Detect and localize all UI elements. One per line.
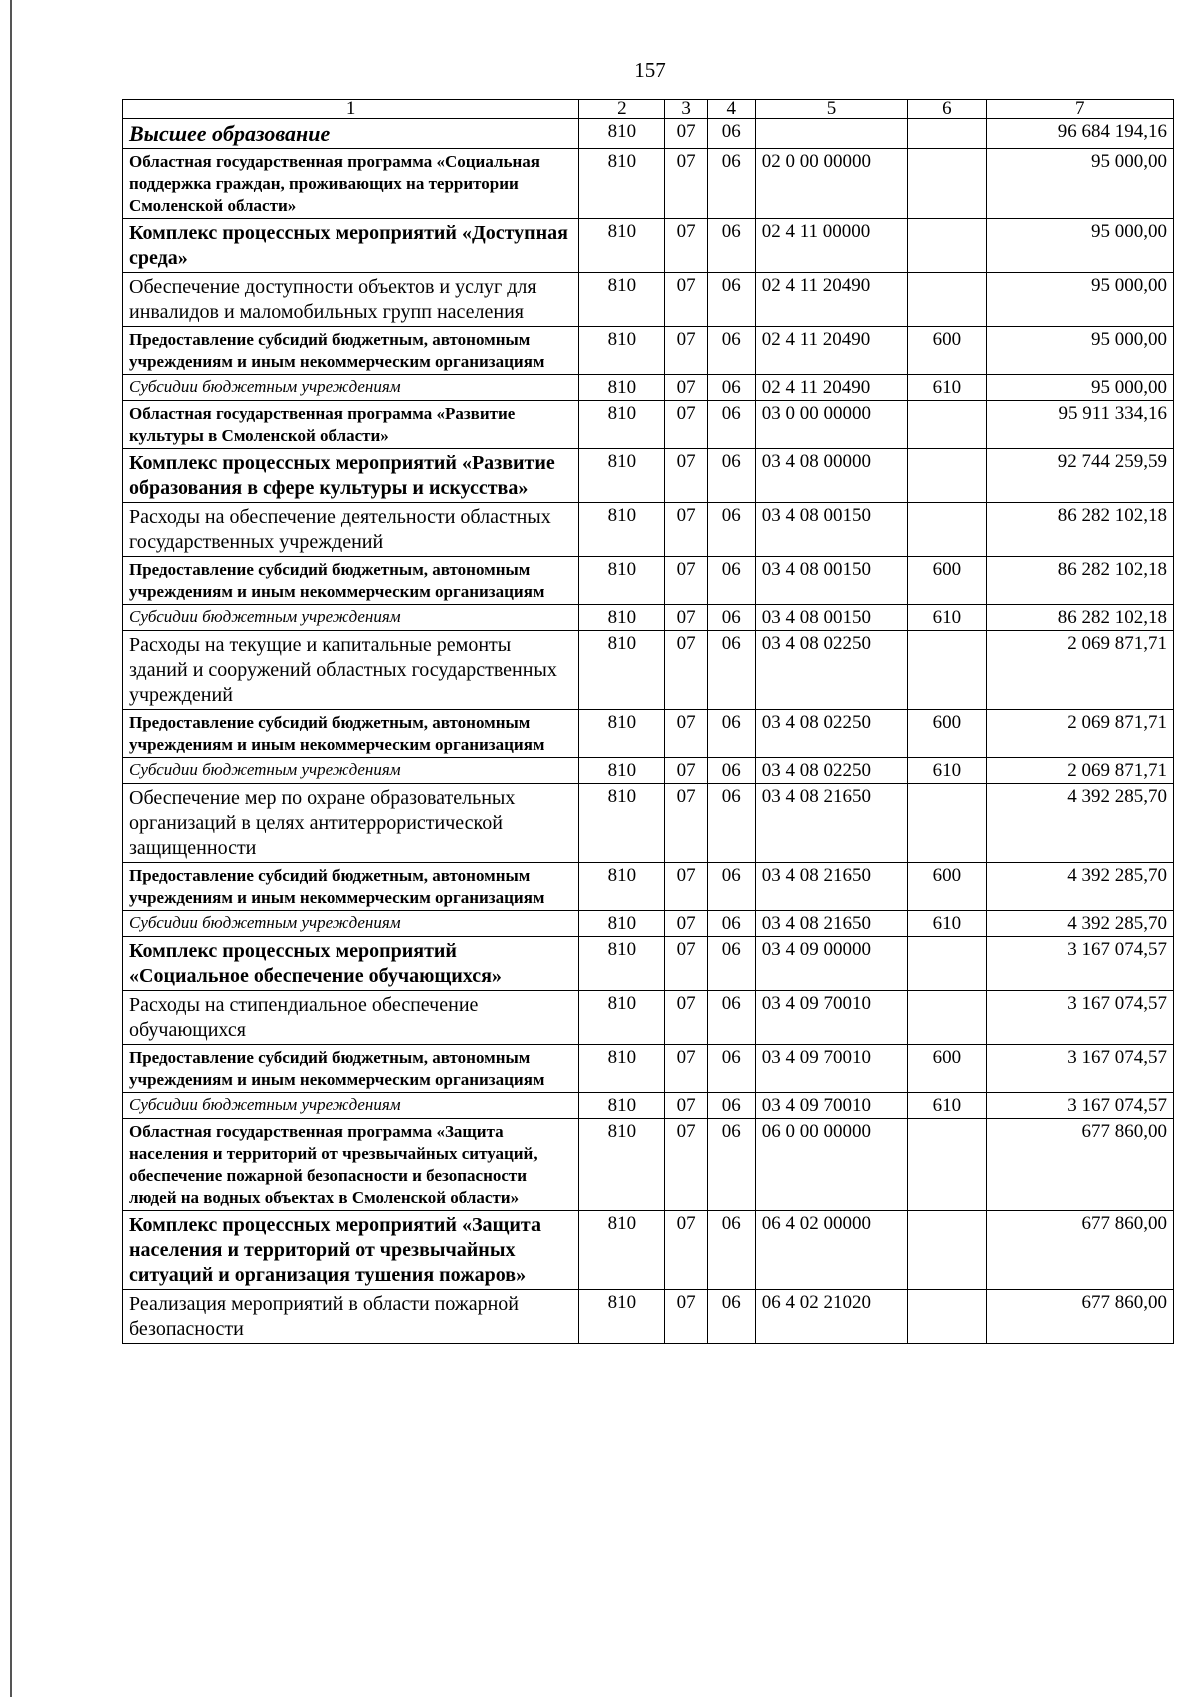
table-row — [123, 327, 1174, 375]
row-admin-code-cell: 810 — [579, 327, 665, 375]
table-row — [123, 605, 1174, 631]
row-admin-code-cell: 810 — [579, 1211, 665, 1290]
row-admin-code-cell: 810 — [579, 119, 665, 149]
row-section-cell: 07 — [665, 219, 707, 273]
row-expense-type-cell — [908, 1119, 986, 1211]
row-amount-cell: 4 392 285,70 — [986, 863, 1173, 911]
row-amount-cell: 95 000,00 — [986, 327, 1173, 375]
row-amount-cell: 95 000,00 — [986, 149, 1173, 219]
row-section-cell: 07 — [665, 631, 707, 710]
table-row — [123, 1045, 1174, 1093]
row-subsection-cell: 06 — [707, 449, 755, 503]
row-admin-code-cell: 810 — [579, 1093, 665, 1119]
table-row — [123, 401, 1174, 449]
table-row — [123, 1290, 1174, 1344]
table-row — [123, 503, 1174, 557]
table-row — [123, 1119, 1174, 1211]
row-section-cell: 07 — [665, 557, 707, 605]
row-target-code-cell: 06 4 02 00000 — [755, 1211, 907, 1290]
row-amount-cell: 677 860,00 — [986, 1211, 1173, 1290]
row-section-cell: 07 — [665, 1093, 707, 1119]
row-subsection-cell: 06 — [707, 149, 755, 219]
row-name-cell: Реализация мероприятий в области пожарной безопасности — [123, 1290, 579, 1344]
row-expense-type-cell: 600 — [908, 557, 986, 605]
table-row — [123, 1093, 1174, 1119]
table-row — [123, 449, 1174, 503]
row-target-code-cell: 02 4 11 20490 — [755, 273, 907, 327]
row-expense-type-cell — [908, 1211, 986, 1290]
row-name-cell: Расходы на обеспечение деятельности областных государственных учреждений — [123, 503, 579, 557]
row-name-cell: Обеспечение мер по охране образовательных организаций в целях антитеррористической защищенности — [123, 784, 579, 863]
row-target-code-cell: 03 4 09 70010 — [755, 1093, 907, 1119]
row-admin-code-cell: 810 — [579, 401, 665, 449]
row-section-cell: 07 — [665, 149, 707, 219]
row-name-cell: Предоставление субсидий бюджетным, автономным учреждениям и иным некоммерческим организациям — [123, 327, 579, 375]
row-target-code-cell: 03 4 08 00150 — [755, 503, 907, 557]
row-section-cell: 07 — [665, 1045, 707, 1093]
header-cell: 1 — [123, 100, 579, 119]
row-amount-cell: 95 000,00 — [986, 219, 1173, 273]
table-row — [123, 375, 1174, 401]
header-cell: 5 — [755, 100, 907, 119]
row-section-cell: 07 — [665, 991, 707, 1045]
header-cell: 3 — [665, 100, 707, 119]
table-row — [123, 784, 1174, 863]
row-target-code-cell: 03 4 08 00000 — [755, 449, 907, 503]
row-admin-code-cell: 810 — [579, 219, 665, 273]
row-section-cell: 07 — [665, 937, 707, 991]
row-section-cell: 07 — [665, 401, 707, 449]
row-amount-cell: 3 167 074,57 — [986, 1045, 1173, 1093]
row-target-code-cell — [755, 119, 907, 149]
row-expense-type-cell — [908, 991, 986, 1045]
row-admin-code-cell: 810 — [579, 1045, 665, 1093]
table-row — [123, 911, 1174, 937]
row-expense-type-cell: 600 — [908, 863, 986, 911]
row-amount-cell: 4 392 285,70 — [986, 911, 1173, 937]
row-expense-type-cell — [908, 219, 986, 273]
row-section-cell: 07 — [665, 375, 707, 401]
table-row — [123, 863, 1174, 911]
row-subsection-cell: 06 — [707, 991, 755, 1045]
row-subsection-cell: 06 — [707, 273, 755, 327]
row-subsection-cell: 06 — [707, 1045, 755, 1093]
header-row — [123, 100, 1174, 119]
row-expense-type-cell — [908, 503, 986, 557]
table-row — [123, 273, 1174, 327]
row-amount-cell: 2 069 871,71 — [986, 710, 1173, 758]
row-subsection-cell: 06 — [707, 1093, 755, 1119]
row-subsection-cell: 06 — [707, 557, 755, 605]
row-admin-code-cell: 810 — [579, 273, 665, 327]
row-section-cell: 07 — [665, 273, 707, 327]
table-row — [123, 1211, 1174, 1290]
row-admin-code-cell: 810 — [579, 631, 665, 710]
row-expense-type-cell — [908, 937, 986, 991]
row-target-code-cell: 03 4 08 21650 — [755, 863, 907, 911]
row-section-cell: 07 — [665, 1119, 707, 1211]
row-name-cell: Областная государственная программа «Защита населения и территорий от чрезвычайных ситуаций, обеспечение пожарной безопасности и безопасности людей на водных объектах в Смоленской области» — [123, 1119, 579, 1211]
row-subsection-cell: 06 — [707, 863, 755, 911]
row-name-cell: Субсидии бюджетным учреждениям — [123, 758, 579, 784]
row-admin-code-cell: 810 — [579, 1119, 665, 1211]
row-subsection-cell: 06 — [707, 119, 755, 149]
row-expense-type-cell: 610 — [908, 758, 986, 784]
row-expense-type-cell: 600 — [908, 710, 986, 758]
row-expense-type-cell: 610 — [908, 911, 986, 937]
row-amount-cell: 3 167 074,57 — [986, 937, 1173, 991]
row-subsection-cell: 06 — [707, 631, 755, 710]
row-expense-type-cell — [908, 273, 986, 327]
row-name-cell: Субсидии бюджетным учреждениям — [123, 375, 579, 401]
row-section-cell: 07 — [665, 710, 707, 758]
row-name-cell: Предоставление субсидий бюджетным, автономным учреждениям и иным некоммерческим организациям — [123, 1045, 579, 1093]
row-amount-cell: 95 911 334,16 — [986, 401, 1173, 449]
page-edge-line — [10, 0, 12, 1697]
row-amount-cell: 86 282 102,18 — [986, 605, 1173, 631]
row-expense-type-cell: 610 — [908, 375, 986, 401]
row-target-code-cell: 03 4 08 21650 — [755, 911, 907, 937]
header-cell: 2 — [579, 100, 665, 119]
page-number: 157 — [634, 58, 666, 82]
row-admin-code-cell: 810 — [579, 449, 665, 503]
row-target-code-cell: 03 4 09 00000 — [755, 937, 907, 991]
row-admin-code-cell: 810 — [579, 375, 665, 401]
row-section-cell: 07 — [665, 503, 707, 557]
row-name-cell: Комплекс процессных мероприятий «Развитие образования в сфере культуры и искусства» — [123, 449, 579, 503]
row-name-cell: Областная государственная программа «Развитие культуры в Смоленской области» — [123, 401, 579, 449]
row-name-cell: Высшее образование — [123, 119, 579, 149]
row-subsection-cell: 06 — [707, 784, 755, 863]
table-row — [123, 758, 1174, 784]
row-section-cell: 07 — [665, 605, 707, 631]
row-target-code-cell: 02 0 00 00000 — [755, 149, 907, 219]
row-amount-cell: 4 392 285,70 — [986, 784, 1173, 863]
row-target-code-cell: 02 4 11 20490 — [755, 375, 907, 401]
row-target-code-cell: 03 4 09 70010 — [755, 1045, 907, 1093]
row-admin-code-cell: 810 — [579, 863, 665, 911]
row-section-cell: 07 — [665, 1290, 707, 1344]
row-expense-type-cell — [908, 631, 986, 710]
row-admin-code-cell: 810 — [579, 911, 665, 937]
row-target-code-cell: 03 4 09 70010 — [755, 991, 907, 1045]
row-target-code-cell: 02 4 11 00000 — [755, 219, 907, 273]
row-amount-cell: 95 000,00 — [986, 375, 1173, 401]
row-subsection-cell: 06 — [707, 1290, 755, 1344]
table-row — [123, 219, 1174, 273]
row-target-code-cell: 03 0 00 00000 — [755, 401, 907, 449]
row-admin-code-cell: 810 — [579, 937, 665, 991]
row-amount-cell: 86 282 102,18 — [986, 557, 1173, 605]
row-expense-type-cell — [908, 119, 986, 149]
row-section-cell: 07 — [665, 758, 707, 784]
row-admin-code-cell: 810 — [579, 758, 665, 784]
table-row — [123, 710, 1174, 758]
row-name-cell: Предоставление субсидий бюджетным, автономным учреждениям и иным некоммерческим организациям — [123, 710, 579, 758]
row-amount-cell: 2 069 871,71 — [986, 631, 1173, 710]
row-expense-type-cell: 610 — [908, 605, 986, 631]
row-target-code-cell: 03 4 08 21650 — [755, 784, 907, 863]
row-amount-cell: 96 684 194,16 — [986, 119, 1173, 149]
row-amount-cell: 2 069 871,71 — [986, 758, 1173, 784]
table-row — [123, 937, 1174, 991]
row-section-cell: 07 — [665, 327, 707, 375]
row-expense-type-cell — [908, 401, 986, 449]
row-target-code-cell: 03 4 08 02250 — [755, 631, 907, 710]
table-row — [123, 119, 1174, 149]
row-name-cell: Обеспечение доступности объектов и услуг для инвалидов и маломобильных групп населения — [123, 273, 579, 327]
table-row — [123, 557, 1174, 605]
row-amount-cell: 95 000,00 — [986, 273, 1173, 327]
row-admin-code-cell: 810 — [579, 784, 665, 863]
row-name-cell: Субсидии бюджетным учреждениям — [123, 1093, 579, 1119]
row-expense-type-cell: 600 — [908, 327, 986, 375]
table-row — [123, 149, 1174, 219]
row-section-cell: 07 — [665, 911, 707, 937]
row-target-code-cell: 02 4 11 20490 — [755, 327, 907, 375]
row-expense-type-cell: 610 — [908, 1093, 986, 1119]
header-cell: 4 — [707, 100, 755, 119]
row-expense-type-cell — [908, 449, 986, 503]
row-admin-code-cell: 810 — [579, 991, 665, 1045]
row-expense-type-cell: 600 — [908, 1045, 986, 1093]
table-row — [123, 991, 1174, 1045]
row-name-cell: Расходы на текущие и капитальные ремонты зданий и сооружений областных государственных учреждений — [123, 631, 579, 710]
row-target-code-cell: 06 0 00 00000 — [755, 1119, 907, 1211]
table-row — [123, 631, 1174, 710]
row-expense-type-cell — [908, 149, 986, 219]
row-subsection-cell: 06 — [707, 1211, 755, 1290]
row-subsection-cell: 06 — [707, 1119, 755, 1211]
row-admin-code-cell: 810 — [579, 503, 665, 557]
row-admin-code-cell: 810 — [579, 557, 665, 605]
row-target-code-cell: 06 4 02 21020 — [755, 1290, 907, 1344]
row-name-cell: Областная государственная программа «Социальная поддержка граждан, проживающих на территории Смоленской области» — [123, 149, 579, 219]
row-admin-code-cell: 810 — [579, 710, 665, 758]
row-subsection-cell: 06 — [707, 911, 755, 937]
row-target-code-cell: 03 4 08 02250 — [755, 758, 907, 784]
row-expense-type-cell — [908, 784, 986, 863]
row-target-code-cell: 03 4 08 00150 — [755, 605, 907, 631]
row-section-cell: 07 — [665, 119, 707, 149]
row-subsection-cell: 06 — [707, 401, 755, 449]
row-subsection-cell: 06 — [707, 605, 755, 631]
row-amount-cell: 92 744 259,59 — [986, 449, 1173, 503]
row-subsection-cell: 06 — [707, 503, 755, 557]
row-amount-cell: 677 860,00 — [986, 1119, 1173, 1211]
header-cell: 7 — [986, 100, 1173, 119]
row-admin-code-cell: 810 — [579, 149, 665, 219]
row-expense-type-cell — [908, 1290, 986, 1344]
row-section-cell: 07 — [665, 449, 707, 503]
row-admin-code-cell: 810 — [579, 1290, 665, 1344]
row-section-cell: 07 — [665, 863, 707, 911]
budget-table — [122, 99, 1174, 1344]
row-name-cell: Субсидии бюджетным учреждениям — [123, 605, 579, 631]
row-amount-cell: 3 167 074,57 — [986, 991, 1173, 1045]
row-amount-cell: 677 860,00 — [986, 1290, 1173, 1344]
row-subsection-cell: 06 — [707, 758, 755, 784]
row-section-cell: 07 — [665, 1211, 707, 1290]
row-subsection-cell: 06 — [707, 327, 755, 375]
row-subsection-cell: 06 — [707, 375, 755, 401]
row-name-cell: Предоставление субсидий бюджетным, автономным учреждениям и иным некоммерческим организациям — [123, 863, 579, 911]
row-admin-code-cell: 810 — [579, 605, 665, 631]
row-section-cell: 07 — [665, 784, 707, 863]
row-subsection-cell: 06 — [707, 219, 755, 273]
row-name-cell: Комплекс процессных мероприятий «Доступная среда» — [123, 219, 579, 273]
row-name-cell: Предоставление субсидий бюджетным, автономным учреждениям и иным некоммерческим организациям — [123, 557, 579, 605]
row-name-cell: Субсидии бюджетным учреждениям — [123, 911, 579, 937]
row-amount-cell: 3 167 074,57 — [986, 1093, 1173, 1119]
row-target-code-cell: 03 4 08 00150 — [755, 557, 907, 605]
row-name-cell: Комплекс процессных мероприятий «Защита населения и территорий от чрезвычайных ситуаций и организация тушения пожаров» — [123, 1211, 579, 1290]
row-amount-cell: 86 282 102,18 — [986, 503, 1173, 557]
row-target-code-cell: 03 4 08 02250 — [755, 710, 907, 758]
header-cell: 6 — [908, 100, 986, 119]
row-name-cell: Комплекс процессных мероприятий «Социальное обеспечение обучающихся» — [123, 937, 579, 991]
row-subsection-cell: 06 — [707, 710, 755, 758]
row-name-cell: Расходы на стипендиальное обеспечение обучающихся — [123, 991, 579, 1045]
row-subsection-cell: 06 — [707, 937, 755, 991]
